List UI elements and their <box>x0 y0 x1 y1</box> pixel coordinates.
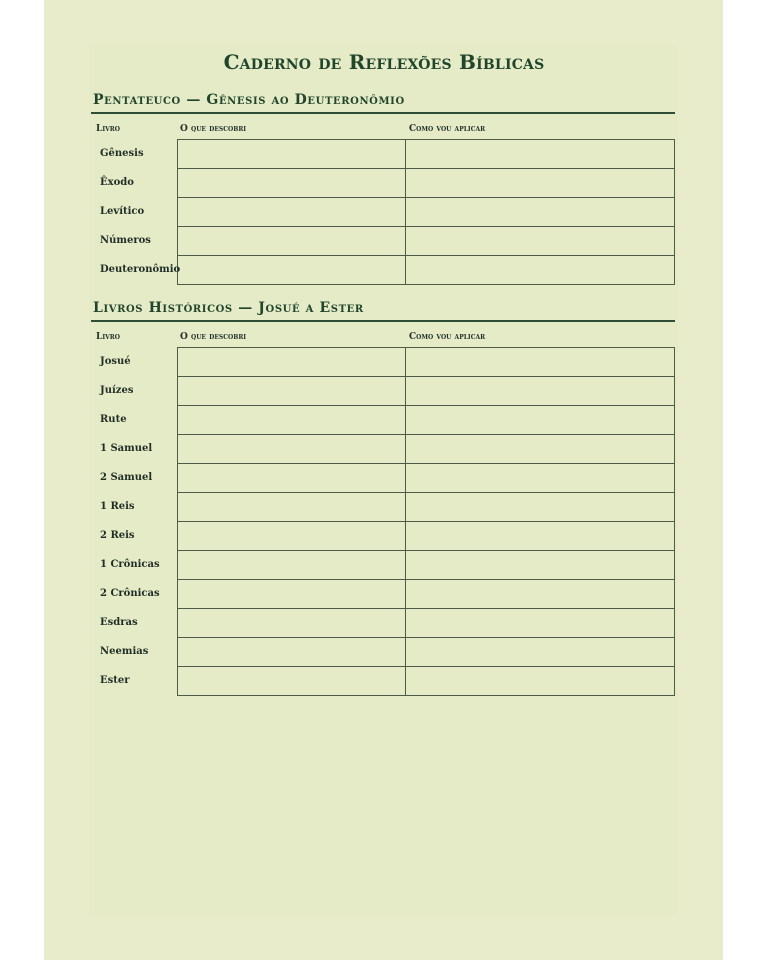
column-header-apply: Como vou aplicar <box>409 124 486 134</box>
book-label: Josué <box>100 356 131 367</box>
book-label: 2 Samuel <box>100 472 153 483</box>
column-header-book: Livro <box>96 332 121 342</box>
book-label: 1 Reis <box>100 501 135 512</box>
discovered-cell[interactable] <box>178 522 406 551</box>
apply-cell[interactable] <box>406 198 675 227</box>
book-label: Ester <box>100 675 130 686</box>
apply-cell[interactable] <box>406 493 675 522</box>
book-label: Rute <box>100 414 127 425</box>
apply-cell[interactable] <box>406 348 675 377</box>
apply-cell[interactable] <box>406 227 675 256</box>
book-label: 1 Crônicas <box>100 559 160 570</box>
discovered-cell[interactable] <box>178 435 406 464</box>
table-row <box>178 580 675 609</box>
book-label: Levítico <box>100 206 145 217</box>
section-divider <box>91 112 675 114</box>
table-row <box>178 227 675 256</box>
page-title: Caderno de Reflexões Bíblicas <box>223 50 545 74</box>
apply-cell[interactable] <box>406 551 675 580</box>
table-row <box>178 406 675 435</box>
book-label: Números <box>100 235 151 246</box>
discovered-cell[interactable] <box>178 348 406 377</box>
book-label: Juízes <box>100 385 134 396</box>
apply-cell[interactable] <box>406 580 675 609</box>
table-row <box>178 493 675 522</box>
discovered-cell[interactable] <box>178 493 406 522</box>
discovered-cell[interactable] <box>178 169 406 198</box>
apply-cell[interactable] <box>406 406 675 435</box>
apply-cell[interactable] <box>406 169 675 198</box>
apply-cell[interactable] <box>406 667 675 696</box>
section-title-historicos: Livros Históricos — Josué a Ester <box>93 300 364 316</box>
reflection-table-historicos <box>177 347 675 696</box>
table-row <box>178 667 675 696</box>
discovered-cell[interactable] <box>178 580 406 609</box>
table-row <box>178 140 675 169</box>
apply-cell[interactable] <box>406 638 675 667</box>
apply-cell[interactable] <box>406 256 675 285</box>
table-row <box>178 198 675 227</box>
discovered-cell[interactable] <box>178 377 406 406</box>
table-row <box>178 348 675 377</box>
table-row <box>178 256 675 285</box>
section-divider <box>91 320 675 322</box>
discovered-cell[interactable] <box>178 551 406 580</box>
book-label: Êxodo <box>100 177 134 188</box>
apply-cell[interactable] <box>406 464 675 493</box>
table-row <box>178 638 675 667</box>
reflection-table-pentateuco <box>177 139 675 285</box>
apply-cell[interactable] <box>406 609 675 638</box>
table-row <box>178 377 675 406</box>
book-label: 2 Reis <box>100 530 135 541</box>
discovered-cell[interactable] <box>178 667 406 696</box>
discovered-cell[interactable] <box>178 256 406 285</box>
apply-cell[interactable] <box>406 435 675 464</box>
discovered-cell[interactable] <box>178 140 406 169</box>
table-row <box>178 435 675 464</box>
table-row <box>178 464 675 493</box>
book-label: Gênesis <box>100 148 144 159</box>
apply-cell[interactable] <box>406 377 675 406</box>
discovered-cell[interactable] <box>178 198 406 227</box>
discovered-cell[interactable] <box>178 638 406 667</box>
book-label: Esdras <box>100 617 138 628</box>
table-row <box>178 551 675 580</box>
apply-cell[interactable] <box>406 140 675 169</box>
table-row <box>178 169 675 198</box>
column-header-apply: Como vou aplicar <box>409 332 486 342</box>
column-header-discovered: O que descobri <box>180 124 247 134</box>
book-label: Deuteronômio <box>100 264 181 275</box>
discovered-cell[interactable] <box>178 227 406 256</box>
discovered-cell[interactable] <box>178 406 406 435</box>
section-title-pentateuco: Pentateuco — Gênesis ao Deuteronômio <box>93 92 405 108</box>
table-row <box>178 609 675 638</box>
table-row <box>178 522 675 551</box>
apply-cell[interactable] <box>406 522 675 551</box>
discovered-cell[interactable] <box>178 609 406 638</box>
column-header-book: Livro <box>96 124 121 134</box>
column-header-discovered: O que descobri <box>180 332 247 342</box>
book-label: 2 Crônicas <box>100 588 160 599</box>
book-label: Neemias <box>100 646 149 657</box>
discovered-cell[interactable] <box>178 464 406 493</box>
book-label: 1 Samuel <box>100 443 153 454</box>
